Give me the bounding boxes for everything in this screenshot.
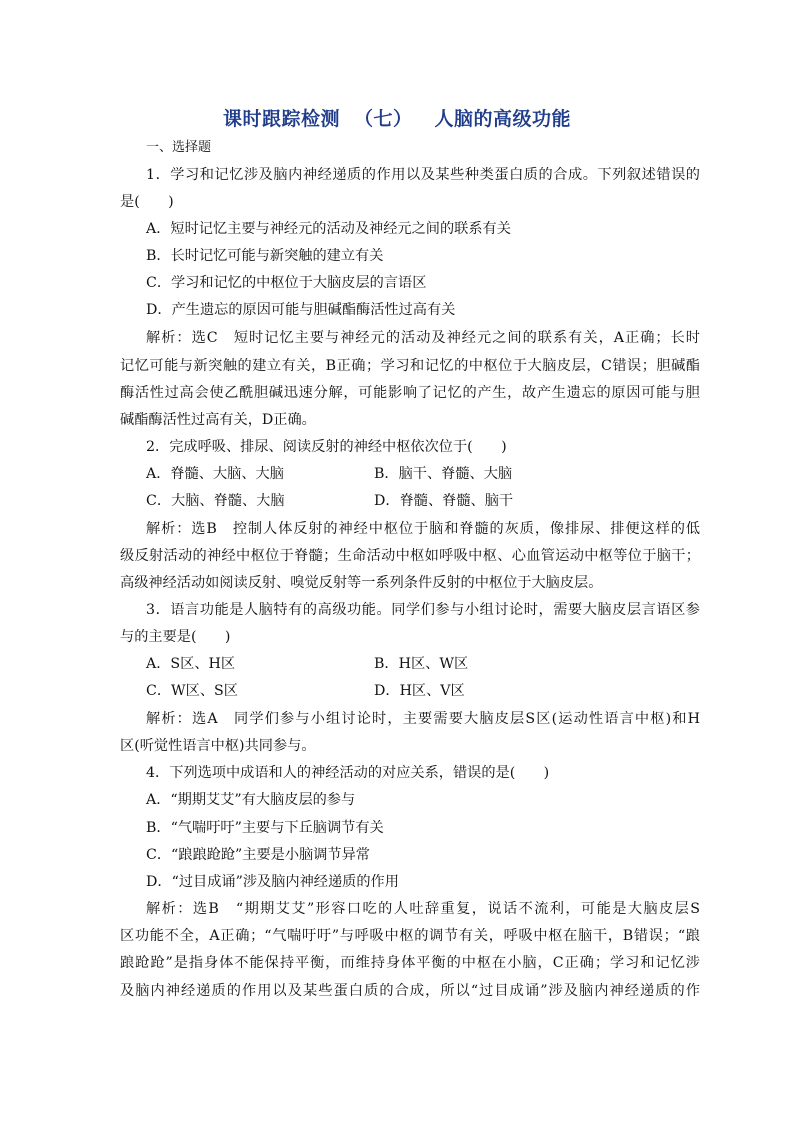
q1-answer-line1: 解析：选C 短时记忆主要与神经元的活动及神经元之间的联系有关，A正确；长时 xyxy=(146,330,700,346)
q4-option-c: C．“踉踉跄跄”主要是小脑调节异常 xyxy=(146,847,370,863)
q2-answer-line1: 解析：选B 控制人体反射的神经中枢位于脑和脊髓的灰质，像排尿、排便这样的低 xyxy=(146,521,700,537)
q1-stem-line1: 1．学习和记忆涉及脑内神经递质的作用以及某些种类蛋白质的合成。下列叙述错误的 xyxy=(146,167,700,183)
title-main: 课时跟踪检测 xyxy=(222,108,340,130)
q1-stem-line2: 是( ) xyxy=(120,194,174,210)
q1-option-d: D．产生遗忘的原因可能与胆碱酯酶活性过高有关 xyxy=(146,302,456,318)
q1-answer-line3: 酶活性过高会使乙酰胆碱迅速分解，可能影响了记忆的产生，故产生遗忘的原因可能与胆 xyxy=(120,385,700,401)
q4-option-d: D．“过目成诵”涉及脑内神经递质的作用 xyxy=(146,874,399,890)
q4-option-b: B．“气喘吁吁”主要与下丘脑调节有关 xyxy=(146,820,384,836)
q4-option-a: A．“期期艾艾”有大脑皮层的参与 xyxy=(146,792,356,808)
q3-stem-line1: 3．语言功能是人脑特有的高级功能。同学们参与小组讨论时，需要大脑皮层言语区参 xyxy=(146,602,700,618)
q2-stem: 2．完成呼吸、排尿、阅读反射的神经中枢依次位于( ) xyxy=(146,439,507,455)
q1-answer-line4: 碱酯酶活性过高有关，D正确。 xyxy=(120,412,316,428)
q4-answer-line4: 及脑内神经递质的作用以及某些蛋白质的合成，所以“过目成诵”涉及脑内神经递质的作 xyxy=(120,983,700,999)
q3-option-d: D．H区、V区 xyxy=(374,683,465,699)
q3-answer-line2: 区(听觉性语言中枢)共同参与。 xyxy=(120,738,316,754)
q1-option-b: B．长时记忆可能与新突触的建立有关 xyxy=(146,248,384,264)
q4-answer-line2: 区功能不全，A正确；“气喘吁吁”与呼吸中枢的调节有关，呼吸中枢在脑干，B错误；“踉 xyxy=(120,928,700,944)
q3-answer-line1: 解析：选A 同学们参与小组讨论时，主要需要大脑皮层S区(运动性语言中枢)和H xyxy=(146,711,700,727)
q4-answer-line3: 踉跄跄”是指身体不能保持平衡，而维持身体平衡的中枢在小脑，C正确；学习和记忆涉 xyxy=(120,955,700,971)
title-number: （七） xyxy=(353,108,413,130)
page-title xyxy=(0,104,794,131)
q2-answer-line2: 级反射活动的神经中枢位于脊髓；生命活动中枢如呼吸中枢、心血管运动中枢等位于脑干； xyxy=(120,548,700,564)
q2-option-a: A．脊髓、大脑、大脑 xyxy=(146,466,284,482)
q2-answer-line3: 高级神经活动如阅读反射、嗅觉反射等一系列条件反射的中枢位于大脑皮层。 xyxy=(120,575,603,591)
q1-answer-line2: 记忆可能与新突触的建立有关，B正确；学习和记忆的中枢位于大脑皮层，C错误；胆碱酯 xyxy=(120,358,700,374)
title-subject: 人脑的高级功能 xyxy=(434,108,572,130)
q3-stem-line2: 与的主要是( ) xyxy=(120,629,231,645)
q4-answer-line1: 解析：选B “期期艾艾”形容口吃的人吐辞重复，说话不流利，可能是大脑皮层S xyxy=(146,901,700,917)
q2-option-b: B．脑干、脊髓、大脑 xyxy=(374,466,513,482)
q3-option-c: C．W区、S区 xyxy=(146,683,238,699)
section-heading: 一、选择题 xyxy=(146,140,212,155)
q1-option-c: C．学习和记忆的中枢位于大脑皮层的言语区 xyxy=(146,275,427,291)
q2-option-c: C．大脑、脊髓、大脑 xyxy=(146,493,285,509)
q3-option-a: A．S区、H区 xyxy=(146,656,236,672)
q2-option-d: D．脊髓、脊髓、脑干 xyxy=(374,493,514,509)
q3-option-b: B．H区、W区 xyxy=(374,656,469,672)
q4-stem: 4．下列选项中成语和人的神经活动的对应关系，错误的是( ) xyxy=(146,765,550,781)
q1-option-a: A．短时记忆主要与神经元的活动及神经元之间的联系有关 xyxy=(146,221,511,237)
